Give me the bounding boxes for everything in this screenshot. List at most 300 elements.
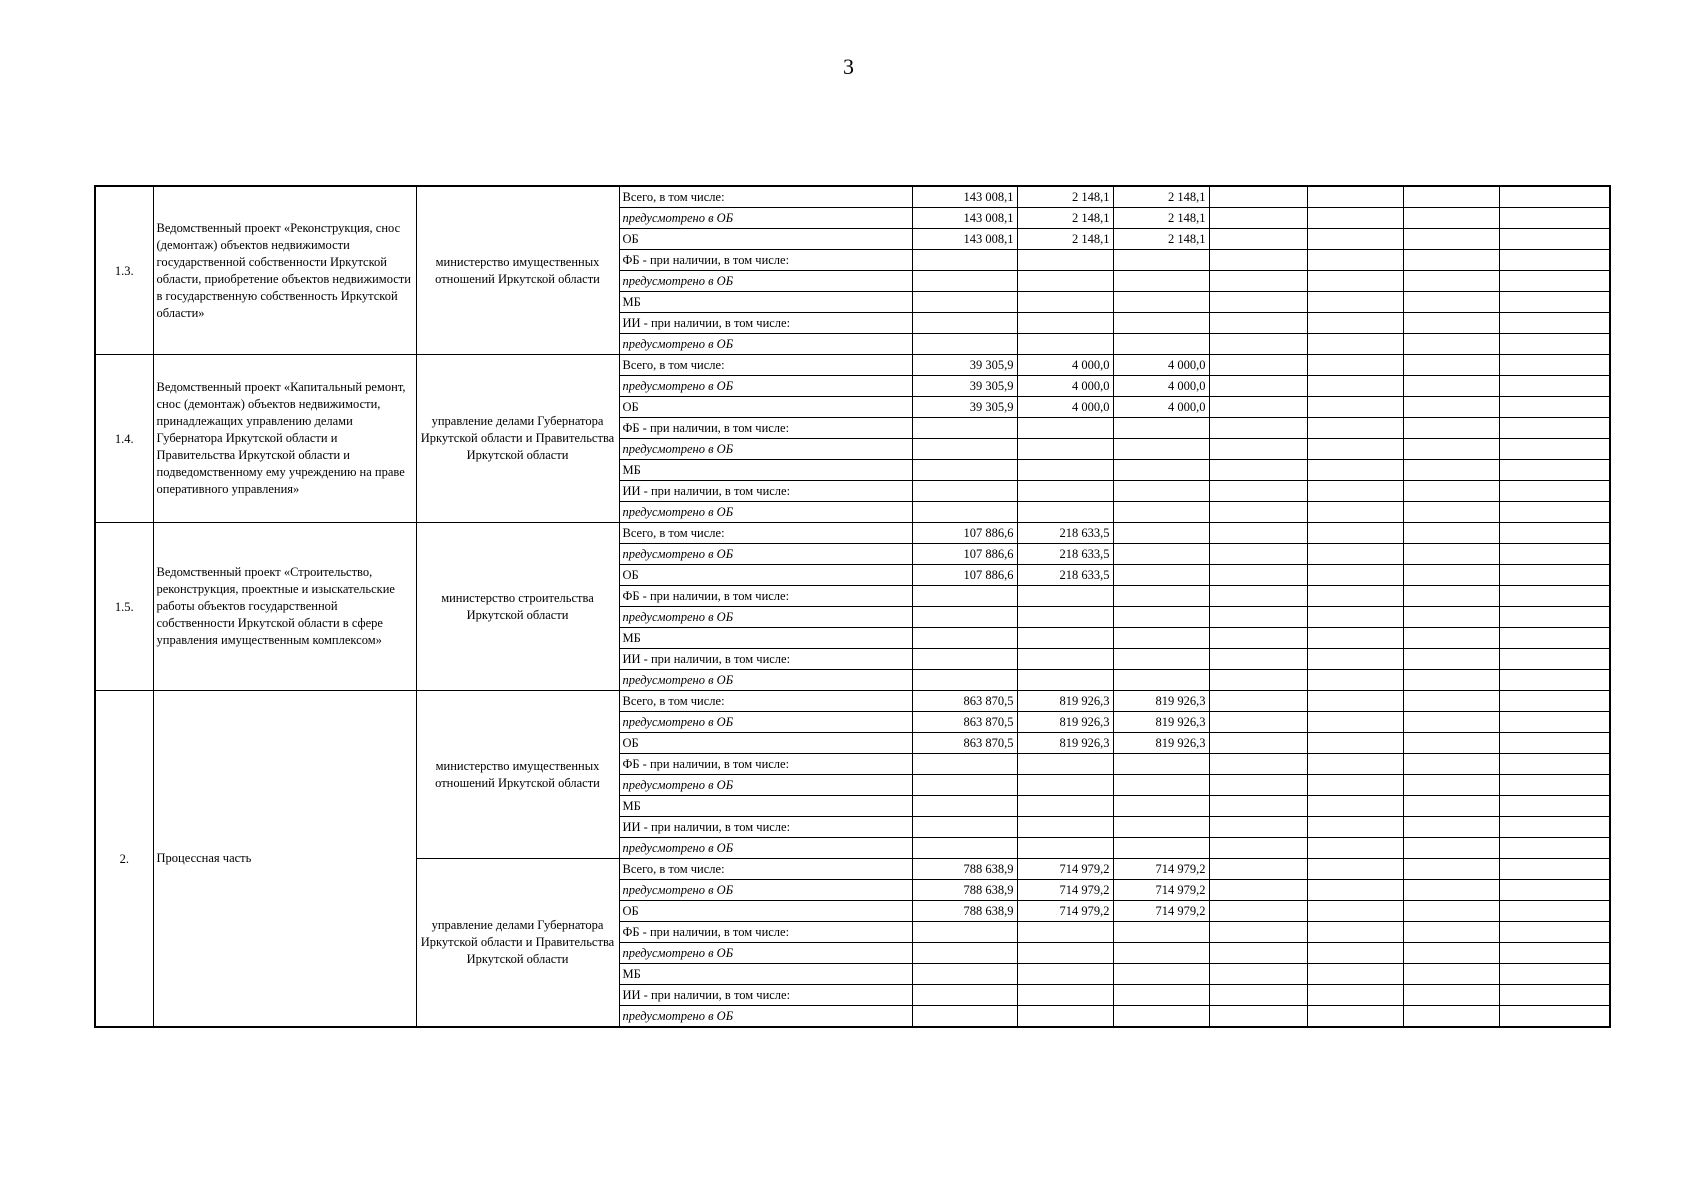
empty-cell	[1499, 439, 1610, 460]
amount-cell	[912, 292, 1017, 313]
amount-cell	[1017, 439, 1113, 460]
empty-cell	[1403, 460, 1499, 481]
amount-cell: 2 148,1	[1113, 208, 1209, 229]
amount-cell: 819 926,3	[1113, 733, 1209, 754]
empty-cell	[1499, 985, 1610, 1006]
amount-cell	[912, 985, 1017, 1006]
amount-cell: 863 870,5	[912, 691, 1017, 712]
empty-cell	[1499, 691, 1610, 712]
empty-cell	[1499, 565, 1610, 586]
funding-source-label: МБ	[619, 628, 912, 649]
amount-cell	[912, 775, 1017, 796]
amount-cell	[1017, 670, 1113, 691]
empty-cell	[1499, 943, 1610, 964]
amount-cell	[1017, 838, 1113, 859]
empty-cell	[1403, 418, 1499, 439]
empty-cell	[1403, 670, 1499, 691]
amount-cell	[1113, 439, 1209, 460]
funding-source-label: ФБ - при наличии, в том числе:	[619, 418, 912, 439]
amount-cell	[1017, 943, 1113, 964]
empty-cell	[1209, 313, 1307, 334]
empty-cell	[1403, 985, 1499, 1006]
empty-cell	[1307, 796, 1403, 817]
amount-cell	[1113, 628, 1209, 649]
empty-cell	[1307, 565, 1403, 586]
amount-cell	[1113, 418, 1209, 439]
empty-cell	[1499, 859, 1610, 880]
table-row	[95, 523, 1610, 544]
empty-cell	[1403, 439, 1499, 460]
empty-cell	[1307, 670, 1403, 691]
amount-cell	[1113, 649, 1209, 670]
empty-cell	[1499, 186, 1610, 208]
empty-cell	[1403, 964, 1499, 985]
amount-cell: 143 008,1	[912, 208, 1017, 229]
amount-cell	[1113, 754, 1209, 775]
section-name: Ведомственный проект «Строительство, реконструкция, проектные и изыскательские работы объектов государственной собственности Иркутской области в сфере управления имущественным комплексом»	[153, 523, 416, 691]
amount-cell	[912, 607, 1017, 628]
empty-cell	[1209, 691, 1307, 712]
section-name: Процессная часть	[153, 691, 416, 1028]
amount-cell	[912, 586, 1017, 607]
empty-cell	[1307, 733, 1403, 754]
empty-cell	[1209, 229, 1307, 250]
funding-source-label: предусмотрено в ОБ	[619, 502, 912, 523]
amount-cell	[1017, 922, 1113, 943]
empty-cell	[1307, 523, 1403, 544]
funding-source-label: ИИ - при наличии, в том числе:	[619, 985, 912, 1006]
empty-cell	[1209, 649, 1307, 670]
empty-cell	[1307, 250, 1403, 271]
empty-cell	[1499, 1006, 1610, 1028]
amount-cell: 788 638,9	[912, 859, 1017, 880]
amount-cell	[1113, 481, 1209, 502]
table-row	[95, 691, 1610, 712]
empty-cell	[1209, 565, 1307, 586]
amount-cell	[1113, 313, 1209, 334]
amount-cell: 107 886,6	[912, 544, 1017, 565]
amount-cell	[912, 271, 1017, 292]
empty-cell	[1499, 460, 1610, 481]
empty-cell	[1499, 754, 1610, 775]
amount-cell: 107 886,6	[912, 523, 1017, 544]
empty-cell	[1209, 880, 1307, 901]
empty-cell	[1307, 502, 1403, 523]
funding-source-label: предусмотрено в ОБ	[619, 271, 912, 292]
empty-cell	[1403, 334, 1499, 355]
empty-cell	[1307, 649, 1403, 670]
amount-cell	[912, 460, 1017, 481]
amount-cell	[912, 628, 1017, 649]
empty-cell	[1403, 796, 1499, 817]
amount-cell	[1113, 565, 1209, 586]
empty-cell	[1307, 313, 1403, 334]
empty-cell	[1307, 292, 1403, 313]
empty-cell	[1209, 964, 1307, 985]
empty-cell	[1307, 586, 1403, 607]
empty-cell	[1499, 586, 1610, 607]
amount-cell	[1113, 334, 1209, 355]
funding-source-label: Всего, в том числе:	[619, 186, 912, 208]
amount-cell	[1017, 586, 1113, 607]
funding-source-label: ФБ - при наличии, в том числе:	[619, 250, 912, 271]
funding-source-label: ОБ	[619, 565, 912, 586]
amount-cell: 4 000,0	[1113, 355, 1209, 376]
empty-cell	[1403, 565, 1499, 586]
empty-cell	[1307, 817, 1403, 838]
amount-cell	[912, 754, 1017, 775]
empty-cell	[1403, 271, 1499, 292]
amount-cell: 819 926,3	[1017, 691, 1113, 712]
empty-cell	[1403, 880, 1499, 901]
empty-cell	[1307, 901, 1403, 922]
empty-cell	[1307, 985, 1403, 1006]
amount-cell	[1017, 271, 1113, 292]
empty-cell	[1209, 439, 1307, 460]
empty-cell	[1403, 1006, 1499, 1028]
empty-cell	[1403, 817, 1499, 838]
empty-cell	[1403, 943, 1499, 964]
empty-cell	[1209, 1006, 1307, 1028]
empty-cell	[1403, 838, 1499, 859]
amount-cell	[1113, 838, 1209, 859]
empty-cell	[1307, 355, 1403, 376]
amount-cell	[912, 481, 1017, 502]
empty-cell	[1499, 670, 1610, 691]
amount-cell	[1113, 607, 1209, 628]
table-row	[95, 186, 1610, 208]
empty-cell	[1499, 733, 1610, 754]
empty-cell	[1209, 544, 1307, 565]
empty-cell	[1403, 754, 1499, 775]
empty-cell	[1209, 397, 1307, 418]
section-number: 1.3.	[95, 186, 153, 355]
amount-cell: 4 000,0	[1017, 355, 1113, 376]
empty-cell	[1307, 691, 1403, 712]
amount-cell	[1113, 271, 1209, 292]
empty-cell	[1209, 796, 1307, 817]
amount-cell	[912, 439, 1017, 460]
funding-source-label: предусмотрено в ОБ	[619, 376, 912, 397]
empty-cell	[1403, 208, 1499, 229]
empty-cell	[1307, 964, 1403, 985]
funding-source-label: предусмотрено в ОБ	[619, 334, 912, 355]
empty-cell	[1403, 355, 1499, 376]
empty-cell	[1403, 376, 1499, 397]
empty-cell	[1307, 376, 1403, 397]
empty-cell	[1499, 229, 1610, 250]
amount-cell: 714 979,2	[1017, 901, 1113, 922]
amount-cell	[1017, 964, 1113, 985]
funding-source-label: ФБ - при наличии, в том числе:	[619, 922, 912, 943]
funding-source-label: предусмотрено в ОБ	[619, 838, 912, 859]
amount-cell	[912, 796, 1017, 817]
empty-cell	[1307, 481, 1403, 502]
amount-cell	[1113, 544, 1209, 565]
funding-source-label: Всего, в том числе:	[619, 859, 912, 880]
funding-source-label: ФБ - при наличии, в том числе:	[619, 586, 912, 607]
empty-cell	[1307, 607, 1403, 628]
empty-cell	[1403, 733, 1499, 754]
empty-cell	[1403, 691, 1499, 712]
funding-source-label: предусмотрено в ОБ	[619, 670, 912, 691]
amount-cell	[1113, 292, 1209, 313]
empty-cell	[1209, 334, 1307, 355]
amount-cell	[912, 313, 1017, 334]
amount-cell	[912, 1006, 1017, 1028]
empty-cell	[1307, 439, 1403, 460]
amount-cell: 2 148,1	[1113, 186, 1209, 208]
empty-cell	[1403, 922, 1499, 943]
amount-cell: 218 633,5	[1017, 544, 1113, 565]
empty-cell	[1209, 943, 1307, 964]
amount-cell: 218 633,5	[1017, 523, 1113, 544]
empty-cell	[1499, 523, 1610, 544]
amount-cell	[912, 250, 1017, 271]
amount-cell	[912, 670, 1017, 691]
section-number: 1.4.	[95, 355, 153, 523]
amount-cell: 218 633,5	[1017, 565, 1113, 586]
empty-cell	[1307, 397, 1403, 418]
amount-cell	[1113, 586, 1209, 607]
amount-cell	[1017, 607, 1113, 628]
empty-cell	[1307, 775, 1403, 796]
amount-cell: 788 638,9	[912, 901, 1017, 922]
empty-cell	[1209, 838, 1307, 859]
amount-cell: 143 008,1	[912, 229, 1017, 250]
amount-cell: 714 979,2	[1113, 880, 1209, 901]
funding-source-label: ИИ - при наличии, в том числе:	[619, 481, 912, 502]
empty-cell	[1307, 229, 1403, 250]
empty-cell	[1209, 754, 1307, 775]
empty-cell	[1307, 943, 1403, 964]
budget-table	[94, 185, 1611, 1028]
empty-cell	[1499, 817, 1610, 838]
amount-cell: 863 870,5	[912, 712, 1017, 733]
amount-cell	[912, 649, 1017, 670]
empty-cell	[1499, 208, 1610, 229]
table-row	[95, 355, 1610, 376]
amount-cell	[1113, 250, 1209, 271]
empty-cell	[1307, 922, 1403, 943]
funding-source-label: МБ	[619, 460, 912, 481]
amount-cell	[1113, 943, 1209, 964]
amount-cell: 714 979,2	[1113, 901, 1209, 922]
amount-cell	[1113, 985, 1209, 1006]
amount-cell	[1017, 775, 1113, 796]
empty-cell	[1403, 250, 1499, 271]
empty-cell	[1307, 859, 1403, 880]
empty-cell	[1403, 481, 1499, 502]
empty-cell	[1499, 250, 1610, 271]
empty-cell	[1403, 292, 1499, 313]
amount-cell	[1017, 313, 1113, 334]
amount-cell	[1017, 250, 1113, 271]
amount-cell: 2 148,1	[1017, 208, 1113, 229]
amount-cell: 4 000,0	[1113, 376, 1209, 397]
funding-source-label: ИИ - при наличии, в том числе:	[619, 649, 912, 670]
empty-cell	[1307, 838, 1403, 859]
empty-cell	[1209, 186, 1307, 208]
empty-cell	[1209, 502, 1307, 523]
empty-cell	[1403, 544, 1499, 565]
funding-source-label: предусмотрено в ОБ	[619, 712, 912, 733]
empty-cell	[1209, 481, 1307, 502]
amount-cell: 714 979,2	[1017, 880, 1113, 901]
empty-cell	[1403, 186, 1499, 208]
funding-source-label: предусмотрено в ОБ	[619, 775, 912, 796]
empty-cell	[1499, 712, 1610, 733]
amount-cell: 714 979,2	[1017, 859, 1113, 880]
amount-cell: 819 926,3	[1017, 733, 1113, 754]
funding-source-label: предусмотрено в ОБ	[619, 1006, 912, 1028]
amount-cell	[1017, 796, 1113, 817]
empty-cell	[1209, 418, 1307, 439]
empty-cell	[1209, 376, 1307, 397]
empty-cell	[1209, 922, 1307, 943]
amount-cell	[1017, 1006, 1113, 1028]
amount-cell: 39 305,9	[912, 355, 1017, 376]
empty-cell	[1307, 418, 1403, 439]
executor-name: министерство имущественных отношений Иркутской области	[416, 691, 619, 859]
empty-cell	[1307, 208, 1403, 229]
amount-cell	[1113, 670, 1209, 691]
amount-cell: 4 000,0	[1113, 397, 1209, 418]
amount-cell	[1017, 754, 1113, 775]
empty-cell	[1209, 586, 1307, 607]
amount-cell	[1017, 418, 1113, 439]
amount-cell	[1017, 817, 1113, 838]
empty-cell	[1209, 250, 1307, 271]
empty-cell	[1209, 733, 1307, 754]
amount-cell: 2 148,1	[1113, 229, 1209, 250]
amount-cell	[1113, 523, 1209, 544]
empty-cell	[1499, 292, 1610, 313]
empty-cell	[1307, 712, 1403, 733]
empty-cell	[1209, 670, 1307, 691]
funding-source-label: Всего, в том числе:	[619, 523, 912, 544]
empty-cell	[1307, 544, 1403, 565]
empty-cell	[1307, 880, 1403, 901]
empty-cell	[1209, 859, 1307, 880]
amount-cell	[1113, 1006, 1209, 1028]
empty-cell	[1209, 901, 1307, 922]
amount-cell: 143 008,1	[912, 186, 1017, 208]
empty-cell	[1403, 859, 1499, 880]
funding-source-label: предусмотрено в ОБ	[619, 943, 912, 964]
empty-cell	[1209, 292, 1307, 313]
amount-cell	[1017, 502, 1113, 523]
empty-cell	[1499, 901, 1610, 922]
funding-source-label: предусмотрено в ОБ	[619, 544, 912, 565]
empty-cell	[1209, 460, 1307, 481]
empty-cell	[1403, 607, 1499, 628]
table-body	[95, 186, 1610, 1027]
amount-cell	[1113, 922, 1209, 943]
amount-cell	[1113, 775, 1209, 796]
amount-cell: 39 305,9	[912, 397, 1017, 418]
empty-cell	[1403, 397, 1499, 418]
amount-cell	[1113, 796, 1209, 817]
funding-source-label: ОБ	[619, 229, 912, 250]
empty-cell	[1209, 712, 1307, 733]
empty-cell	[1307, 1006, 1403, 1028]
amount-cell	[1017, 460, 1113, 481]
amount-cell: 107 886,6	[912, 565, 1017, 586]
amount-cell: 819 926,3	[1113, 691, 1209, 712]
amount-cell	[912, 943, 1017, 964]
section-number: 1.5.	[95, 523, 153, 691]
amount-cell	[1017, 628, 1113, 649]
amount-cell	[912, 838, 1017, 859]
amount-cell: 788 638,9	[912, 880, 1017, 901]
empty-cell	[1209, 628, 1307, 649]
empty-cell	[1403, 649, 1499, 670]
amount-cell	[1017, 481, 1113, 502]
empty-cell	[1403, 229, 1499, 250]
empty-cell	[1499, 397, 1610, 418]
funding-source-label: предусмотрено в ОБ	[619, 880, 912, 901]
amount-cell	[912, 922, 1017, 943]
amount-cell	[1113, 817, 1209, 838]
empty-cell	[1499, 271, 1610, 292]
amount-cell	[912, 418, 1017, 439]
amount-cell	[1113, 460, 1209, 481]
empty-cell	[1499, 628, 1610, 649]
empty-cell	[1403, 586, 1499, 607]
empty-cell	[1499, 607, 1610, 628]
empty-cell	[1209, 523, 1307, 544]
executor-name: министерство строительства Иркутской области	[416, 523, 619, 691]
amount-cell	[1113, 964, 1209, 985]
amount-cell: 4 000,0	[1017, 397, 1113, 418]
empty-cell	[1499, 313, 1610, 334]
empty-cell	[1403, 313, 1499, 334]
funding-source-label: ОБ	[619, 397, 912, 418]
funding-source-label: ИИ - при наличии, в том числе:	[619, 817, 912, 838]
amount-cell	[1017, 292, 1113, 313]
amount-cell	[1113, 502, 1209, 523]
empty-cell	[1307, 186, 1403, 208]
funding-source-label: предусмотрено в ОБ	[619, 208, 912, 229]
funding-source-label: Всего, в том числе:	[619, 355, 912, 376]
amount-cell	[1017, 334, 1113, 355]
funding-source-label: ИИ - при наличии, в том числе:	[619, 313, 912, 334]
funding-source-label: ФБ - при наличии, в том числе:	[619, 754, 912, 775]
page-number: 3	[843, 54, 854, 79]
empty-cell	[1499, 376, 1610, 397]
empty-cell	[1403, 523, 1499, 544]
funding-source-label: МБ	[619, 796, 912, 817]
empty-cell	[1403, 628, 1499, 649]
section-number: 2.	[95, 691, 153, 1028]
empty-cell	[1209, 607, 1307, 628]
empty-cell	[1403, 775, 1499, 796]
empty-cell	[1499, 418, 1610, 439]
section-name: Ведомственный проект «Реконструкция, снос (демонтаж) объектов недвижимости государственной собственности Иркутской области, приобретение объектов недвижимости в государственную собственность Иркутской области»	[153, 186, 416, 355]
amount-cell	[912, 502, 1017, 523]
empty-cell	[1403, 901, 1499, 922]
amount-cell: 819 926,3	[1113, 712, 1209, 733]
empty-cell	[1307, 334, 1403, 355]
amount-cell: 863 870,5	[912, 733, 1017, 754]
funding-source-label: Всего, в том числе:	[619, 691, 912, 712]
empty-cell	[1499, 922, 1610, 943]
amount-cell	[912, 964, 1017, 985]
empty-cell	[1499, 964, 1610, 985]
funding-source-label: ОБ	[619, 901, 912, 922]
executor-name: управление делами Губернатора Иркутской области и Правительства Иркутской области	[416, 355, 619, 523]
